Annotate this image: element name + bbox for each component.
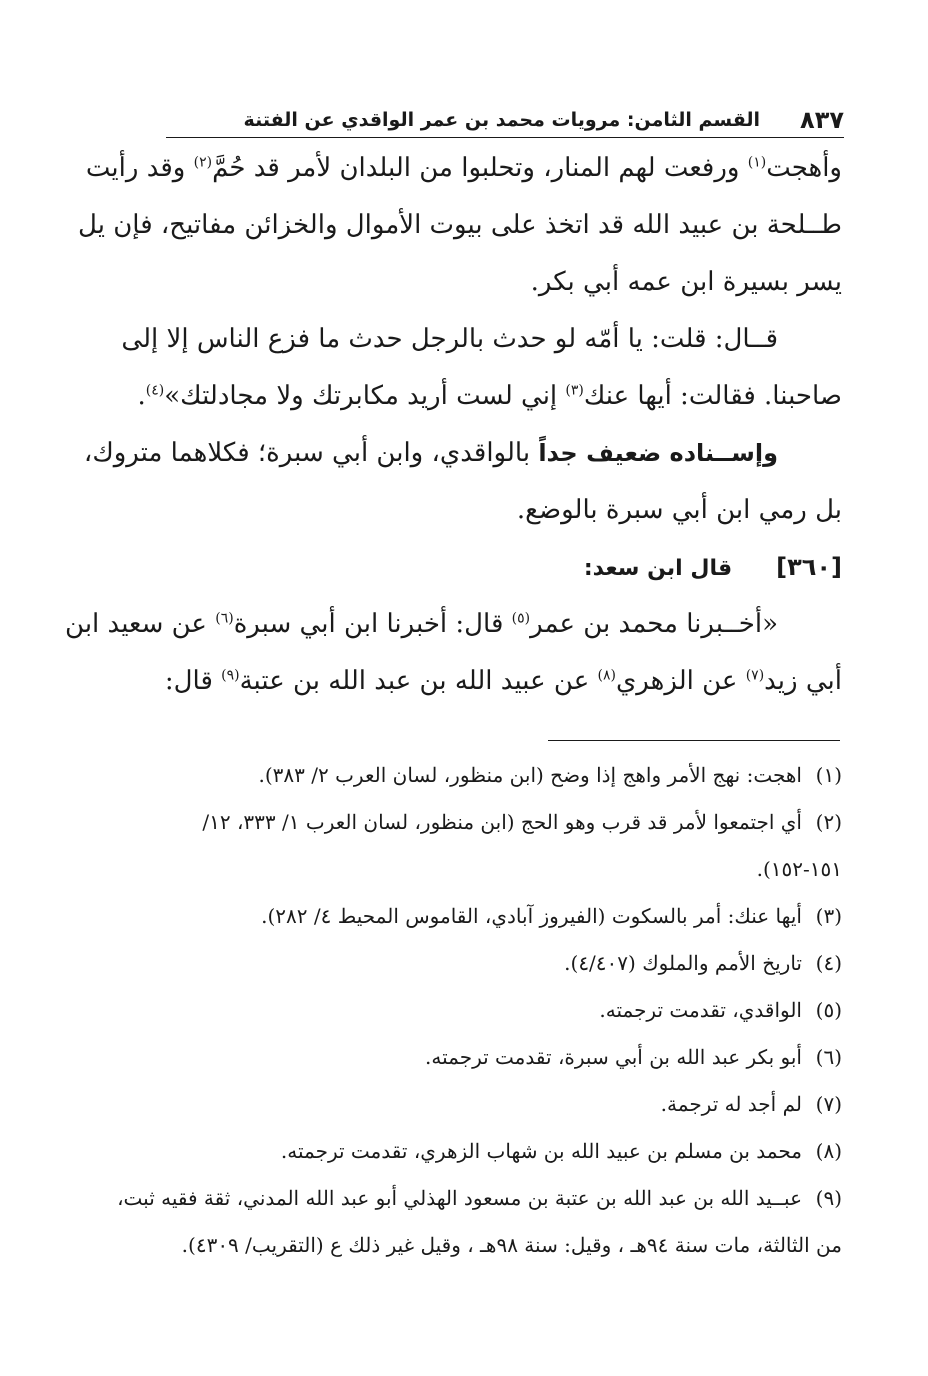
footnote-number: (٩): [815, 1186, 842, 1210]
footnote-ref-6[interactable]: (٦): [215, 610, 234, 627]
text-line: [83, 425, 842, 482]
text-line: قــال: قلت: يا أمّه لو حدث بالرجل حدث ما فزع الناس إلا إلى: [121, 324, 778, 354]
text-run: وأهجت: [766, 153, 842, 183]
text-run: وقد رأيت: [85, 153, 194, 183]
footnote-ref-1[interactable]: (١): [747, 154, 767, 171]
isnad-grade: وإســناده ضعيف جداً: [538, 439, 778, 467]
text-run: ورفعت لهم المنار، وتحلبوا من البلدان لأمر قد حُمَّ: [212, 153, 748, 183]
footnotes: [117, 752, 842, 1269]
text-run: .: [137, 381, 146, 411]
footnote-5: [130, 987, 842, 1034]
text-line: طــلحة بن عبيد الله قد اتخذ على بيوت الأموال والخزائن مفاتيح، فإن يل: [78, 210, 842, 240]
footnote-text: عبــيد الله بن عبد الله بن عتبة بن مسعود الهذلي أبو عبد الله المدني، ثقة فقيه ثبت،: [117, 1186, 802, 1210]
narration-number: [٣٦٠]: [776, 553, 842, 581]
narration-source: قال ابن سعد:: [583, 556, 733, 581]
footnote-number: (٦): [815, 1045, 842, 1069]
text-line: يسر بسيرة ابن عمه أبي بكر.: [530, 267, 842, 297]
footnote-8: [130, 1128, 842, 1175]
text-line: [65, 596, 842, 653]
footnote-number: (٢): [815, 810, 842, 834]
footnote-text: تاريخ الأمم والملوك (٤/٤٠٧).: [564, 951, 802, 975]
footnote-7: [130, 1081, 842, 1128]
footnote-text: الواقدي، تقدمت ترجمته.: [599, 998, 802, 1022]
text-line: بل رمي ابن أبي سبرة بالوضع.: [516, 495, 842, 525]
text-run: عن عبيد الله بن عبد الله بن عتبة: [239, 666, 598, 696]
text-run: قال: أخبرنا ابن أبي سبرة: [233, 609, 512, 639]
footnote-9: [117, 1175, 842, 1222]
footnote-text: أي اجتمعوا لأمر قد قرب وهو الحج (ابن منظور، لسان العرب ١/ ٣٣٣، ١٢/: [202, 810, 802, 834]
text-line: [85, 140, 842, 197]
footnote-ref-5[interactable]: (٥): [511, 610, 531, 627]
footnote-ref-4[interactable]: (٤): [145, 382, 165, 399]
text-run: قال:: [164, 666, 222, 696]
running-title: القسم الثامن: مرويات محمد بن عمر الواقدي عن الفتنة: [243, 109, 761, 131]
running-header: [166, 104, 844, 134]
text-line: [128, 653, 842, 710]
footnote-text: محمد بن مسلم بن عبيد الله بن شهاب الزهري، تقدمت ترجمته.: [280, 1139, 802, 1163]
footnote-text: ١٥١-١٥٢).: [756, 857, 842, 881]
footnote-number: (١): [815, 763, 842, 787]
footnote-ref-2[interactable]: (٢): [193, 154, 213, 171]
footnote-number: (٨): [815, 1139, 842, 1163]
text-run: عن سعيد ابن: [65, 609, 216, 639]
footnote-ref-7[interactable]: (٧): [745, 667, 765, 684]
footnote-9-continued: [130, 1222, 842, 1269]
footnote-number: (٤): [815, 951, 842, 975]
footnote-2-continued: [130, 846, 842, 893]
text-run: أبي زيد: [764, 666, 842, 696]
footnote-2: [130, 799, 842, 846]
narration-heading: [128, 539, 842, 596]
footnote-ref-3[interactable]: (٣): [565, 382, 584, 399]
header-rule: [166, 137, 844, 138]
footnote-text: اهجت: نهج الأمر واهج إذا وضح (ابن منظور، لسان العرب ٢/ ٣٨٣).: [258, 763, 802, 787]
text-run: صاحبنا. فقالت: أيها عنك: [583, 381, 842, 411]
footnote-number: (٣): [815, 904, 842, 928]
text-run: بالواقدي، وابن أبي سبرة؛ فكلاهما متروك،: [83, 438, 539, 468]
text-run: إني لست أريد مكابرتك ولا مجادلتك»: [164, 381, 566, 411]
footnote-text: أيها عنك: أمر بالسكوت (الفيروز آبادي، القاموس المحيط ٤/ ٢٨٢).: [261, 904, 802, 928]
footnote-ref-8[interactable]: (٨): [597, 667, 616, 684]
page-number: ٨٣٧: [800, 106, 844, 134]
footnote-3: [130, 893, 842, 940]
footnote-ref-9[interactable]: (٩): [221, 667, 240, 684]
text-run: عن الزهري: [615, 666, 746, 696]
footnote-4: [130, 940, 842, 987]
footnote-6: [130, 1034, 842, 1081]
footnote-number: (٧): [815, 1092, 842, 1116]
footnote-text: أبو بكر عبد الله بن أبي سبرة، تقدمت ترجمته.: [425, 1045, 802, 1069]
footnote-1: [130, 752, 842, 799]
footnote-text: من الثالثة، مات سنة ٩٤هـ ، وقيل: سنة ٩٨هـ ، وقيل غير ذلك ع (التقريب/ ٤٣٠٩).: [181, 1233, 842, 1257]
main-text: [65, 140, 842, 710]
footnote-number: (٥): [815, 998, 842, 1022]
footnote-separator: [548, 740, 840, 741]
text-run: «أخــبرنا محمد بن عمر: [530, 609, 778, 639]
text-line: [128, 368, 842, 425]
footnote-text: لم أجد له ترجمة.: [660, 1092, 802, 1116]
